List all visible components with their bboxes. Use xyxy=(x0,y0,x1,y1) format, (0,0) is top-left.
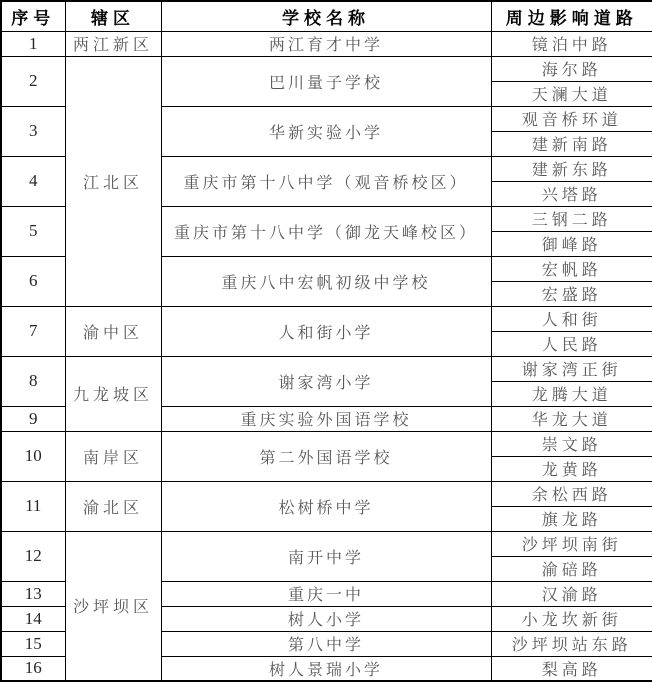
table-row xyxy=(1,31,652,56)
school-name-cell: 重庆市第十八中学（观音桥校区） xyxy=(161,156,491,206)
table-row xyxy=(1,531,652,556)
school-name-cell: 谢家湾小学 xyxy=(161,356,491,406)
road-cell: 旗龙路 xyxy=(491,506,652,531)
row-number-cell: 13 xyxy=(1,581,65,606)
school-name-cell: 松树桥中学 xyxy=(161,481,491,531)
school-name-cell: 重庆八中宏帆初级中学校 xyxy=(161,256,491,306)
row-number-cell: 11 xyxy=(1,481,65,531)
road-cell: 观音桥环道 xyxy=(491,106,652,131)
row-number-cell: 15 xyxy=(1,631,65,656)
row-number-cell: 2 xyxy=(1,56,65,106)
table-row xyxy=(1,56,652,81)
school-name-cell: 重庆一中 xyxy=(161,581,491,606)
row-number-cell: 5 xyxy=(1,206,65,256)
row-number-cell: 14 xyxy=(1,606,65,631)
road-cell: 龙黄路 xyxy=(491,456,652,481)
header-row xyxy=(1,1,652,31)
road-cell: 镜泊中路 xyxy=(491,31,652,56)
road-cell: 海尔路 xyxy=(491,56,652,81)
district-cell: 沙坪坝区 xyxy=(65,531,161,681)
road-cell: 谢家湾正街 xyxy=(491,356,652,381)
road-cell: 御峰路 xyxy=(491,231,652,256)
road-cell: 汉渝路 xyxy=(491,581,652,606)
road-cell: 崇文路 xyxy=(491,431,652,456)
header-roads: 周边影响道路 xyxy=(491,1,652,31)
road-cell: 宏帆路 xyxy=(491,256,652,281)
school-name-cell: 树人小学 xyxy=(161,606,491,631)
road-cell: 宏盛路 xyxy=(491,281,652,306)
row-number-cell: 6 xyxy=(1,256,65,306)
district-cell: 江北区 xyxy=(65,56,161,306)
school-name-cell: 南开中学 xyxy=(161,531,491,581)
road-cell: 兴塔路 xyxy=(491,181,652,206)
district-cell: 两江新区 xyxy=(65,31,161,56)
road-cell: 建新南路 xyxy=(491,131,652,156)
row-number-cell: 9 xyxy=(1,406,65,431)
road-cell: 沙坪坝站东路 xyxy=(491,631,652,656)
district-cell: 渝中区 xyxy=(65,306,161,356)
row-number-cell: 7 xyxy=(1,306,65,356)
road-cell: 梨高路 xyxy=(491,656,652,681)
school-name-cell: 人和街小学 xyxy=(161,306,491,356)
road-cell: 小龙坎新街 xyxy=(491,606,652,631)
road-cell: 沙坪坝南街 xyxy=(491,531,652,556)
road-cell: 龙腾大道 xyxy=(491,381,652,406)
road-cell: 华龙大道 xyxy=(491,406,652,431)
header-school: 学校名称 xyxy=(161,1,491,31)
district-cell: 南岸区 xyxy=(65,431,161,481)
table-row xyxy=(1,431,652,456)
district-cell: 渝北区 xyxy=(65,481,161,531)
row-number-cell: 3 xyxy=(1,106,65,156)
school-name-cell: 重庆实验外国语学校 xyxy=(161,406,491,431)
district-cell: 九龙坡区 xyxy=(65,356,161,431)
road-cell: 渝碚路 xyxy=(491,556,652,581)
table-row xyxy=(1,306,652,331)
road-cell: 余松西路 xyxy=(491,481,652,506)
row-number-cell: 16 xyxy=(1,656,65,681)
road-cell: 建新东路 xyxy=(491,156,652,181)
header-no: 序号 xyxy=(1,1,65,31)
school-name-cell: 两江育才中学 xyxy=(161,31,491,56)
school-name-cell: 重庆市第十八中学（御龙天峰校区） xyxy=(161,206,491,256)
road-cell: 人民路 xyxy=(491,331,652,356)
school-name-cell: 巴川量子学校 xyxy=(161,56,491,106)
row-number-cell: 8 xyxy=(1,356,65,406)
road-cell: 人和街 xyxy=(491,306,652,331)
row-number-cell: 12 xyxy=(1,531,65,581)
row-number-cell: 1 xyxy=(1,31,65,56)
table-row xyxy=(1,481,652,506)
school-name-cell: 华新实验小学 xyxy=(161,106,491,156)
school-name-cell: 第八中学 xyxy=(161,631,491,656)
table-body xyxy=(1,31,652,681)
school-name-cell: 树人景瑞小学 xyxy=(161,656,491,681)
header-district: 辖区 xyxy=(65,1,161,31)
road-cell: 三钢二路 xyxy=(491,206,652,231)
school-name-cell: 第二外国语学校 xyxy=(161,431,491,481)
road-cell: 天澜大道 xyxy=(491,81,652,106)
row-number-cell: 10 xyxy=(1,431,65,481)
row-number-cell: 4 xyxy=(1,156,65,206)
table-row xyxy=(1,356,652,381)
